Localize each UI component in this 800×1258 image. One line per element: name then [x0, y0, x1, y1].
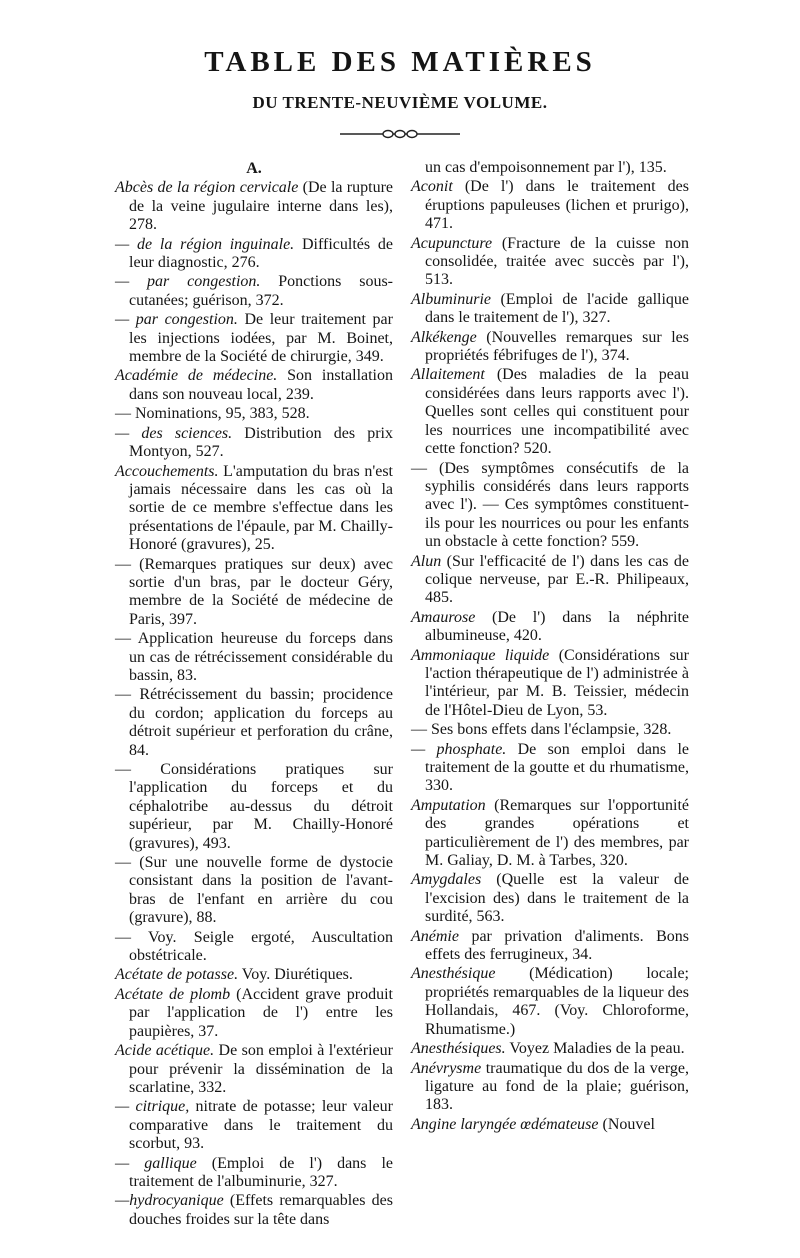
- entry-text: (De l') dans la néphrite albumineuse, 420.: [425, 608, 689, 645]
- entry-text: De son emploi à l'extérieur pour prévenir la dissémination de la scarlatine, 332.: [129, 1042, 393, 1096]
- left-entries: [115, 179, 393, 1229]
- entry-heading: Amaurose: [411, 608, 476, 626]
- entry-heading: — par congestion.: [115, 311, 238, 329]
- index-entry: [411, 609, 689, 646]
- index-entry: [115, 236, 393, 273]
- entry-text: (Accident grave produit par l'application de l') entre les paupières, 37.: [129, 985, 393, 1040]
- entry-text: (De la rupture de la veine jugulaire interne dans les), 278.: [129, 179, 393, 234]
- ornament-divider: [340, 128, 460, 140]
- entry-heading: Abcès de la région cervicale: [115, 179, 299, 197]
- entry-text: (Des maladies de la peau considérées dans leurs rapports avec l'). Quelles sont celles qui constituent pour les nourrices une incompatibilité avec cette fonction? 520.: [425, 366, 689, 458]
- entry-text: — (Remarques pratiques sur deux) avec sortie d'un bras, par le docteur Géry, membre de la Société de médecine de Paris, 397.: [115, 555, 393, 628]
- entry-heading: Acétate de potasse.: [115, 966, 239, 984]
- entry-text: Distribution des prix Montyon, 527.: [129, 424, 393, 461]
- index-entry: [115, 463, 393, 555]
- entry-text: Voyez Maladies de la peau.: [505, 1040, 685, 1058]
- index-entry: [411, 553, 689, 608]
- entry-text: — (Des symptômes consécutifs de la syphilis considérés dans leurs rapports avec l'). — Ces symptômes constituent-ils pour les nourrices ou pour les enfants un obstacle à cette fonction? 559.: [411, 459, 689, 551]
- entry-heading: — gallique: [115, 1154, 197, 1172]
- index-entry: [411, 235, 689, 290]
- entry-text: — Nominations, 95, 383, 528.: [115, 405, 310, 423]
- index-entry: [411, 291, 689, 328]
- index-entry: [411, 1060, 689, 1115]
- entry-heading: Anévrysme: [411, 1059, 482, 1077]
- index-entry: [115, 686, 393, 760]
- entry-text: (Quelle est la valeur de l'excision des) dans le traitement de la surdité, 563.: [425, 871, 689, 926]
- entry-heading: Ammoniaque liquide: [411, 646, 550, 664]
- index-entry: [411, 460, 689, 552]
- entry-heading: Aconit: [411, 178, 453, 196]
- entry-heading: Académie de médecine.: [115, 367, 278, 385]
- index-entry: [411, 1116, 689, 1134]
- index-entry: [115, 311, 393, 366]
- index-entry: [115, 1155, 393, 1192]
- entry-heading: Anesthésique: [411, 965, 496, 983]
- index-entry: [115, 367, 393, 404]
- index-entry: [115, 1192, 393, 1229]
- right-column: [411, 159, 689, 1135]
- entry-text: Voy. Diurétiques.: [238, 966, 353, 984]
- entry-text: (Médication) locale; propriétés remarquables de la liqueur des Hollandais, 467. (Voy. Chloroforme, Rhumatisme.): [425, 965, 689, 1038]
- entry-text: Ponctions sous-cutanées; guérison, 372.: [129, 273, 393, 309]
- entry-heading: — par congestion.: [115, 273, 261, 291]
- index-entry: [411, 797, 689, 871]
- entry-heading: Angine laryngée œdémateuse: [411, 1115, 599, 1133]
- entry-text: nitrate de potasse; leur valeur comparative dans le traitement du scorbut, 93.: [129, 1098, 393, 1153]
- entry-heading: — de la région inguinale.: [115, 235, 295, 253]
- entry-text: un cas d'empoisonnement par l'), 135.: [425, 159, 667, 176]
- index-entry: [411, 329, 689, 366]
- entry-heading: Accouchements.: [115, 462, 219, 480]
- index-entry: [115, 1042, 393, 1097]
- index-entry: [411, 721, 689, 739]
- index-entry: [115, 854, 393, 928]
- index-entry: [115, 1098, 393, 1153]
- index-entry: [115, 556, 393, 630]
- index-entry: [115, 761, 393, 853]
- entry-text: Difficultés de leur diagnostic, 276.: [129, 235, 393, 272]
- entry-text: — Ses bons effets dans l'éclampsie, 328.: [411, 721, 672, 739]
- page-title: TABLE DES MATIÈRES: [204, 46, 596, 78]
- index-entry: [115, 273, 393, 310]
- index-entry: [115, 425, 393, 462]
- entry-text: — Rétrécissement du bassin; procidence du cordon; application du forceps au détroit supérieur et perforation du crâne, 84.: [115, 686, 393, 759]
- entry-text: (Effets remarquables des douches froides sur la tête dans: [129, 1192, 393, 1228]
- entry-text: Son installation dans son nouveau local, 239.: [129, 367, 393, 403]
- entry-heading: Alun: [411, 552, 442, 570]
- right-entries: [411, 159, 689, 1134]
- entry-heading: — des sciences.: [115, 424, 233, 442]
- entry-heading: — phosphate.: [411, 740, 507, 758]
- index-entry: [115, 405, 393, 423]
- index-entry: [411, 1040, 689, 1058]
- entry-heading: —hydrocyanique: [115, 1192, 224, 1210]
- entry-text: (Sur l'efficacité de l') dans les cas de colique nerveuse, par E.-R. Philipeaux, 485.: [425, 552, 689, 607]
- index-entry: [411, 366, 689, 458]
- entry-heading: Acide acétique.: [115, 1042, 215, 1060]
- index-entry: [115, 630, 393, 685]
- entry-text: L'amputation du bras n'est jamais nécessaire dans les cas où la sortie de ce membre s'effectue dans les présentations de l'épaule, par M. Chailly-Honoré (gravures), 25.: [129, 462, 393, 554]
- entry-text: — Application heureuse du forceps dans un cas de rétrécissement considérable du bassin, 83.: [115, 630, 393, 684]
- entry-text: (Nouvelles remarques sur les propriétés fébrifuges de l'), 374.: [425, 328, 689, 365]
- entry-heading: Amputation: [411, 796, 486, 814]
- index-entry: [115, 179, 393, 234]
- entry-text: (Emploi de l') dans le traitement de l'albuminurie, 327.: [129, 1154, 393, 1190]
- entry-text: (Considérations sur l'action thérapeutique de l') administrée à l'intérieur, par M. B. Teissier, médecin de l'Hôtel-Dieu de Lyon, 53.: [425, 646, 690, 719]
- left-column: [115, 160, 393, 1230]
- entry-text: De leur traitement par les injections iodées, par M. Boinet, membre de la Société de chirurgie, 349.: [129, 311, 393, 366]
- index-entry: [411, 871, 689, 926]
- index-entry: [411, 741, 689, 796]
- entry-heading: Amygdales: [411, 871, 482, 889]
- entry-text: — Voy. Seigle ergoté, Auscultation obstétricale.: [115, 928, 393, 965]
- entry-heading: Acupuncture: [411, 234, 493, 252]
- index-entry: [411, 647, 689, 721]
- entry-text: (Remarques sur l'opportunité des grandes opérations et particulièrement de l') des membres, par M. Galiay, D. M. à Tarbes, 320.: [425, 796, 689, 870]
- entry-text: — (Sur une nouvelle forme de dystocie consistant dans la position de l'avant-bras de l'enfant en arrière du cou (gravure), 88.: [115, 854, 393, 927]
- entry-text: (Nouvel: [598, 1115, 655, 1133]
- entry-heading: — citrique,: [115, 1098, 190, 1116]
- entry-heading: Anémie: [411, 927, 459, 945]
- entry-heading: Anesthésiques.: [411, 1040, 506, 1058]
- index-entry: [411, 159, 689, 177]
- index-entry: [411, 965, 689, 1039]
- entry-text: (Emploi de l'acide gallique dans le traitement de l'), 327.: [425, 290, 689, 327]
- entry-heading: Alkékenge: [411, 328, 477, 346]
- index-entry: [115, 929, 393, 966]
- entry-heading: Acétate de plomb: [115, 985, 231, 1003]
- entry-text: par privation d'aliments. Bons effets des ferrugineux, 34.: [425, 927, 689, 964]
- entry-text: — Considérations pratiques sur l'application du forceps et du céphalotribe au-dessus du détroit supérieur, par M. Chailly-Honoré (gravures), 493.: [115, 761, 393, 852]
- section-letter: A.: [246, 160, 262, 177]
- entry-heading: Albuminurie: [411, 290, 491, 308]
- index-entry: [411, 178, 689, 233]
- index-entry: [115, 986, 393, 1041]
- entry-heading: Allaitement: [411, 366, 485, 384]
- index-entry: [411, 928, 689, 965]
- entry-text: De son emploi dans le traitement de la goutte et du rhumatisme, 330.: [425, 740, 690, 795]
- entry-text: (De l') dans le traitement des éruptions papuleuses (lichen et prurigo), 471.: [425, 178, 689, 233]
- index-entry: [115, 966, 393, 984]
- entry-text: traumatique du dos de la verge, ligature au fond de la plaie; guérison, 183.: [425, 1059, 689, 1114]
- page-subtitle: DU TRENTE-NEUVIÈME VOLUME.: [252, 93, 548, 112]
- entry-text: (Fracture de la cuisse non consolidée, traitée avec succès par l'), 513.: [425, 234, 689, 289]
